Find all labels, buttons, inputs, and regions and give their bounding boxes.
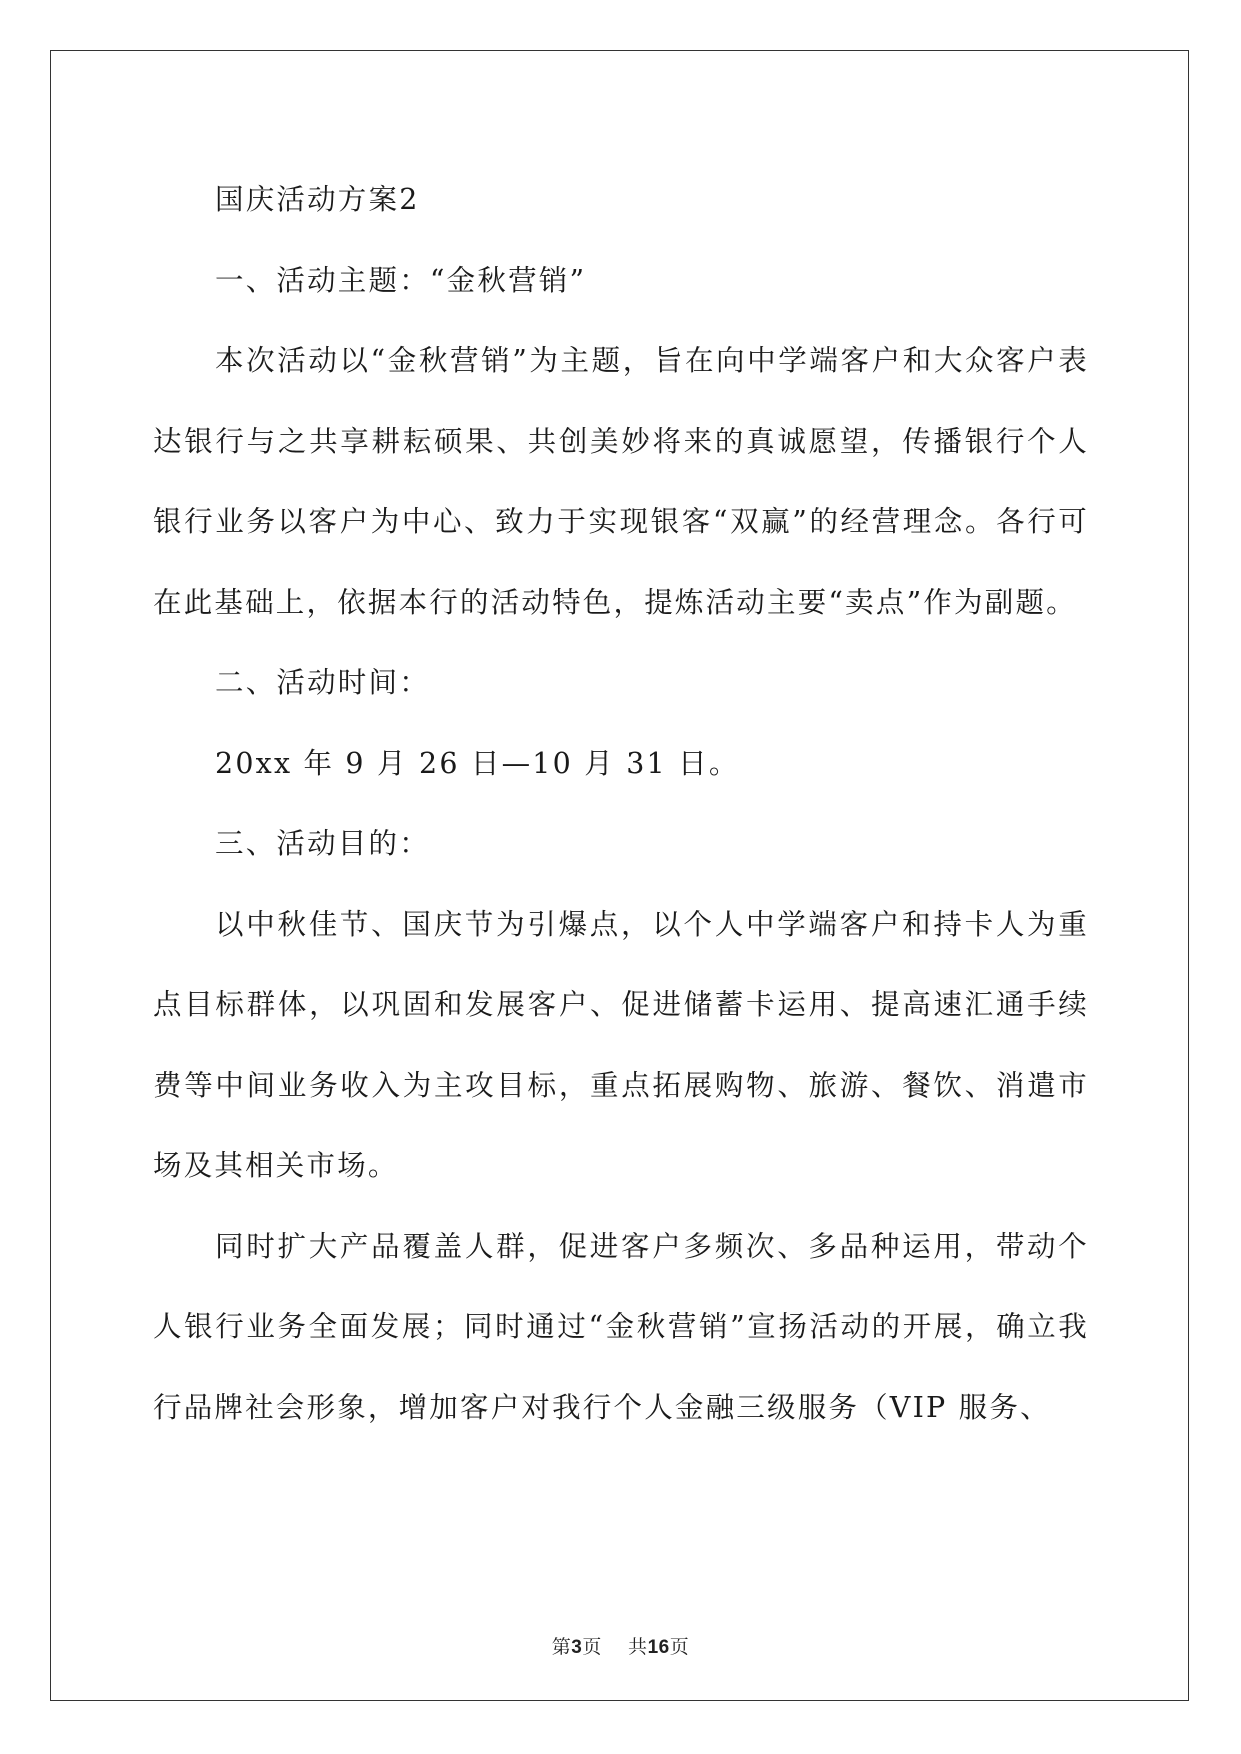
footer-page-number: 3 — [571, 1637, 583, 1658]
page-footer — [0, 1632, 1241, 1659]
section-heading-purpose: 三、活动目的： — [215, 827, 430, 860]
paragraph-time: 20xx 年 9 月 26 日—10 月 31 日。 — [215, 746, 740, 780]
footer-total-prefix: 共 — [628, 1636, 648, 1658]
section-heading-time: 二、活动时间： — [215, 666, 430, 699]
paragraph-purpose-1: 以中秋佳节、国庆节为引爆点，以个人中学端客户和持卡人为重点目标群体，以巩固和发展客户、促进储蓄卡运用、提高速汇通手续费等中间业务收入为主攻目标，重点拓展购物、旅游、餐饮、消遣市场及其相关市场。 — [153, 907, 1089, 1182]
paragraph-purpose-2: 同时扩大产品覆盖人群，促进客户多频次、多品种运用，带动个人银行业务全面发展；同时通过“金秋营销”宣扬活动的开展，确立我行品牌社会形象，增加客户对我行个人金融三级服务（VIP 服务、 — [153, 1229, 1089, 1424]
footer-total-pages: 16 — [647, 1637, 670, 1658]
document-body — [153, 160, 1089, 1448]
footer-total-suffix: 页 — [669, 1636, 690, 1658]
section-heading-theme: 一、活动主题：“金秋营销” — [215, 263, 587, 297]
document-title: 国庆活动方案2 — [215, 183, 420, 216]
paragraph-theme: 本次活动以“金秋营销”为主题，旨在向中学端客户和大众客户表达银行与之共享耕耘硕果、共创美妙将来的真诚愿望，传播银行个人银行业务以客户为中心、致力于实现银客“双赢”的经营理念。各行可在此基础上，依据本行的活动特色，提炼活动主要“卖点”作为副题。 — [153, 344, 1089, 619]
footer-page-suffix: 页 — [582, 1636, 602, 1658]
footer-prefix: 第 — [551, 1636, 572, 1658]
